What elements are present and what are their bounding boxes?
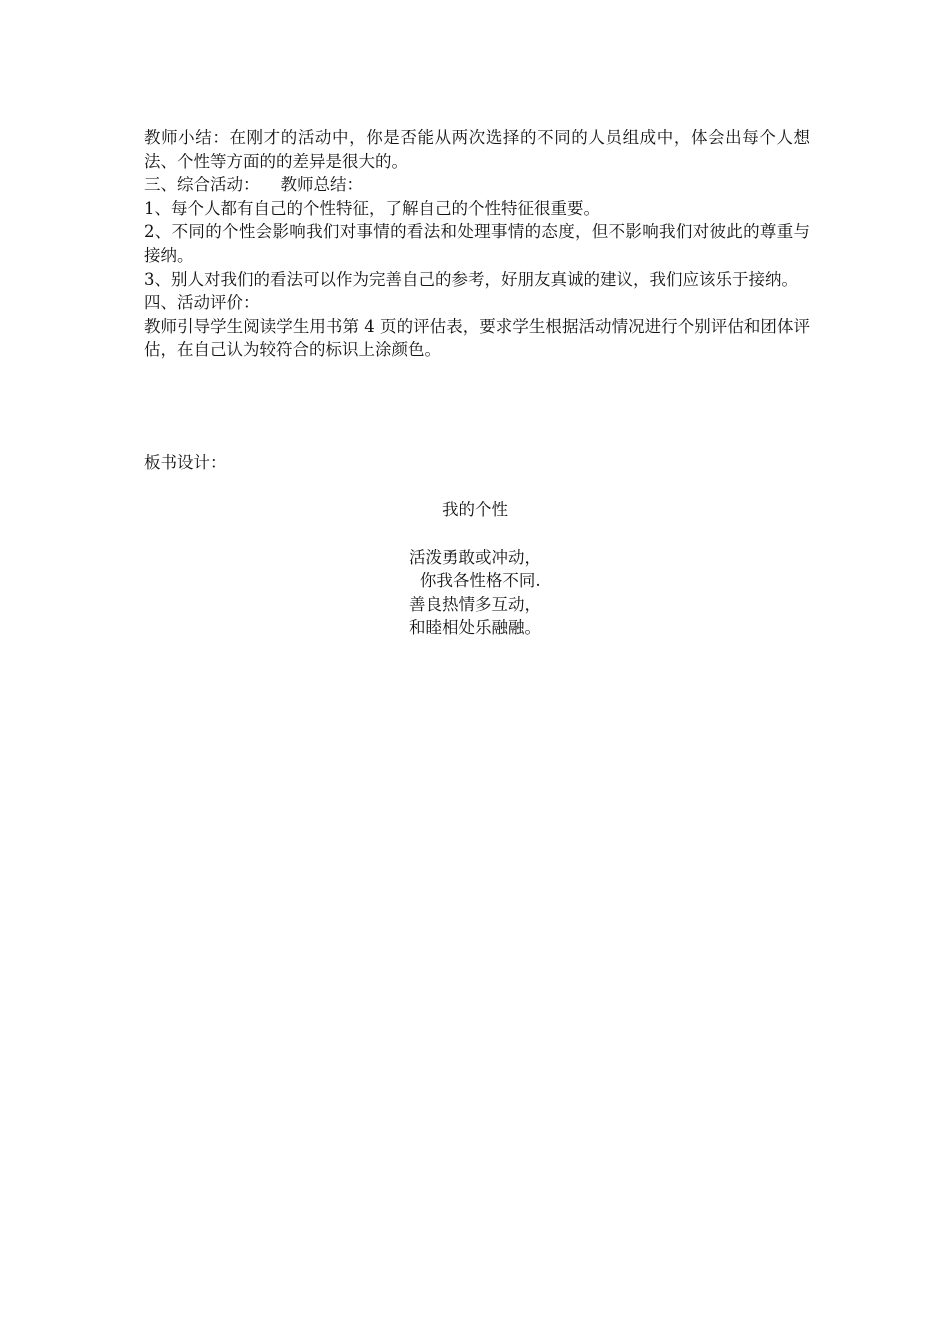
poem-line-3: 善良热情多互动， (409, 594, 541, 614)
poem-line-2: 你我各性格不同. (409, 571, 541, 591)
poem-line-1: 活泼勇敢或冲动， (409, 547, 541, 567)
section-four-heading: 四、活动评价： (144, 293, 260, 313)
lesson-body (144, 126, 810, 362)
teacher-summary-paragraph: 教师小结：在刚才的活动中，你是否能从两次选择的不同的人员组成中，体会出每个人想法、个性等方面的的差异是很大的。 (144, 128, 810, 171)
board-design-label: 板书设计： (144, 453, 227, 472)
summary-point-3: 3、别人对我们的看法可以作为完善自己的参考，好朋友真诚的建议，我们应该乐于接纳。 (144, 269, 798, 289)
board-title: 我的个性 (442, 500, 508, 519)
poem-line-4: 和睦相处乐融融。 (409, 618, 541, 638)
summary-point-1: 1、每个人都有自己的个性特征，了解自己的个性特征很重要。 (144, 198, 600, 218)
board-design (0, 498, 950, 640)
evaluation-paragraph: 教师引导学生阅读学生用书第 4 页的评估表，要求学生根据活动情况进行个别评估和团体评估，在自己认为较符合的标识上涂颜色。 (144, 316, 810, 360)
section-three-heading: 三、综合活动： 教师总结： (144, 175, 363, 195)
summary-point-2: 2、不同的个性会影响我们对事情的看法和处理事情的态度，但不影响我们对彼此的尊重与接纳。 (144, 222, 810, 265)
